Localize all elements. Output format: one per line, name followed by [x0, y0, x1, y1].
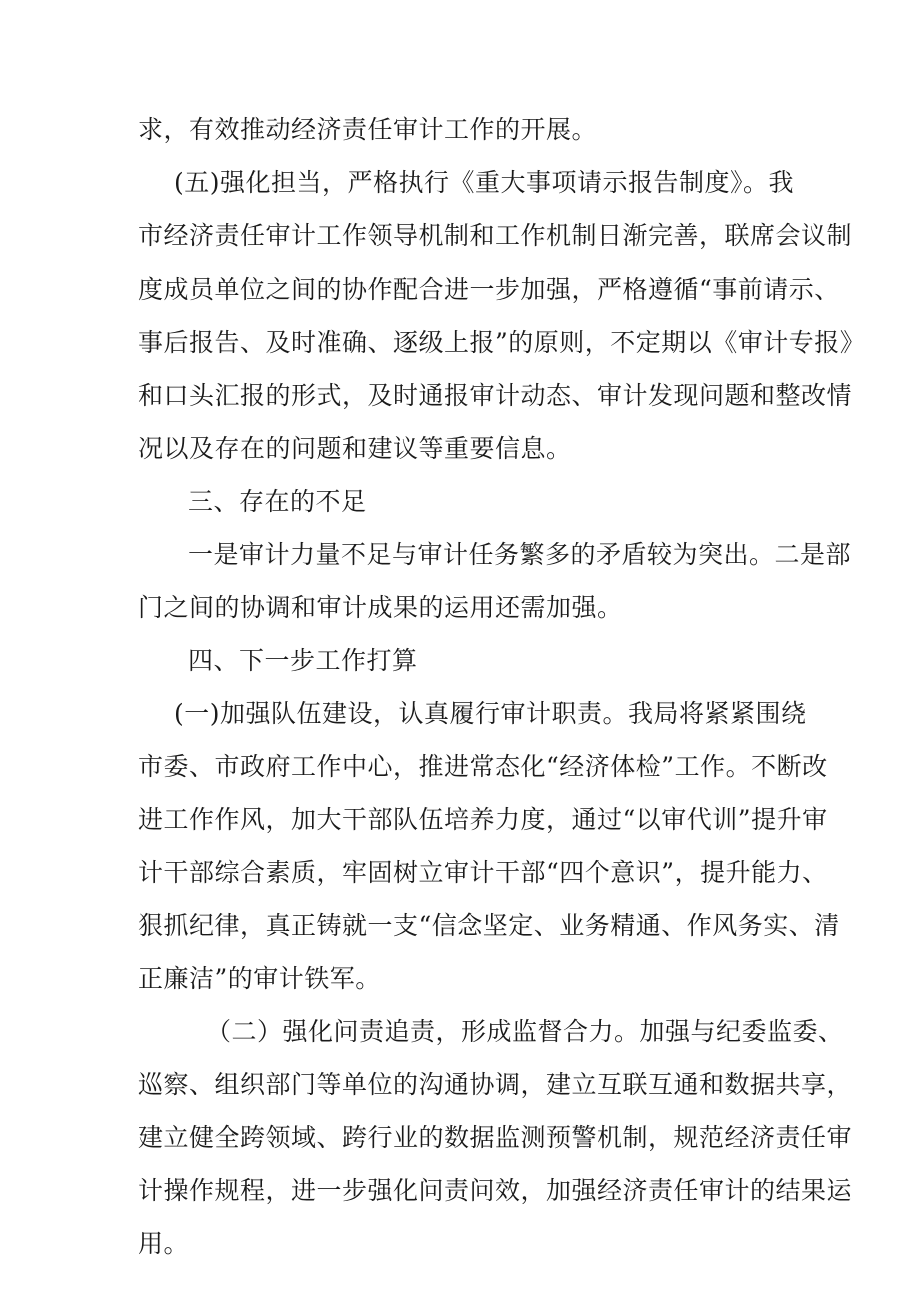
- paragraph-line: 正廉洁”的审计铁军。: [138, 964, 381, 993]
- paragraph-line: 计操作规程，进一步强化问责问效，加强经济责任审计的结果运: [138, 1176, 853, 1205]
- section-heading-2: （二）强化问责追责，形成监督合力。加强与纪委监委、: [206, 1017, 844, 1046]
- paragraph-line: 一是审计力量不足与审计任务繁多的矛盾较为突出。二是部: [188, 540, 852, 569]
- section-heading-shortcomings: 三、存在的不足: [188, 487, 367, 516]
- paragraph-line: 计干部综合素质，牢固树立审计干部“四个意识”，提升能力、: [138, 858, 828, 887]
- paragraph-line: 事后报告、及时准确、逐级上报”的原则，不定期以《审计专报》: [138, 328, 866, 357]
- paragraph-line: 求，有效推动经济责任审计工作的开展。: [138, 115, 598, 144]
- paragraph-line: 市经济责任审计工作领导机制和工作机制日渐完善，联席会议制: [138, 221, 853, 250]
- paragraph-line: 巡察、组织部门等单位的沟通协调，建立互联互通和数据共享，: [138, 1070, 853, 1099]
- paragraph-line: 度成员单位之间的协作配合进一步加强，严格遵循“事前请示、: [138, 275, 840, 304]
- paragraph-line: 门之间的协调和审计成果的运用还需加强。: [138, 593, 623, 622]
- paragraph-line: 进工作作风，加大干部队伍培养力度，通过“以审代训”提升审: [138, 805, 828, 834]
- section-heading-1: (一)加强队伍建设，认真履行审计职责。我局将紧紧围绕: [174, 699, 807, 728]
- paragraph-line: 市委、市政府工作中心，推进常态化“经济体检”工作。不断改: [138, 752, 828, 781]
- paragraph-line: 况以及存在的问题和建议等重要信息。: [138, 434, 572, 463]
- paragraph-line: 建立健全跨领域、跨行业的数据监测预警机制，规范经济责任审: [138, 1123, 853, 1152]
- section-heading-next-steps: 四、下一步工作打算: [188, 646, 418, 675]
- paragraph-line: 狠抓纪律，真正铸就一支“信念坚定、业务精通、作风务实、清: [138, 911, 840, 940]
- paragraph-line: 和口头汇报的形式，及时通报审计动态、审计发现问题和整改情: [138, 381, 853, 410]
- paragraph-line: 用。: [138, 1229, 190, 1258]
- section-heading-5: (五)强化担当，严格执行《重大事项请示报告制度》。我: [174, 168, 795, 197]
